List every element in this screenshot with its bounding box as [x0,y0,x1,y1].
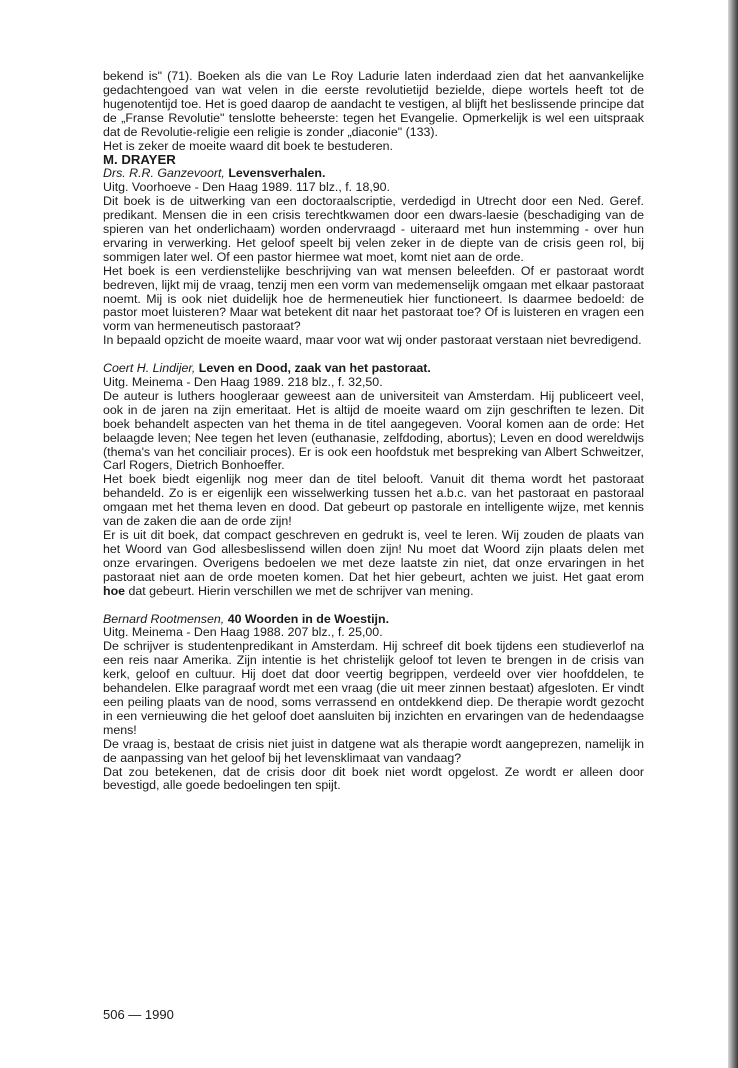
review2-title: Levensverhalen. [228,166,326,181]
review4-paragraph-3: Dat zou betekenen, dat de crisis door dit boek niet wordt opgelost. Ze wordt er alleen door bevestigd, alle goede bedoelingen ten spijt. [103,764,644,793]
review3-paragraph-3-part-c: dat gebeurt. Hierin verschillen we met de schrijver van mening. [125,583,474,598]
review2-paragraph-1: Dit boek is de uitwerking van een doctoraalscriptie, verdedigd in Utrecht door een Ned. Geref. predikant. Mensen die in een crisis terechtkwamen door een dwars-laesie (beschadiging van de spieren van het onderlichaam) worden ondervraagd - uiteraard met hun instemming - over hun ervaring in verwerking. Het geloof speelt bij velen zeker in de diepte van de crisis geen rol, bij sommigen later wel. Of een pastor hiermee wat moet, komt niet aan de orde. [103,194,644,264]
review4-heading [103,613,644,627]
review2-paragraph-3: In bepaald opzicht de moeite waard, maar voor wat wij onder pastoraat verstaan niet bevredigend. [103,333,642,348]
review4-title: 40 Woorden in de Woestijn. [227,611,390,626]
article-body [103,70,644,793]
review4-author: Bernard Rootmensen, [103,611,225,626]
review3-emphasis: hoe [103,583,126,598]
page-edge-shadow [728,0,738,1068]
page-number: 506 — 1990 [103,1007,174,1022]
review2-publication: Uitg. Voorhoeve - Den Haag 1989. 117 blz., f. 18,90. [103,180,391,195]
review3-heading [103,362,644,376]
review3-paragraph-3 [103,529,644,599]
review4-paragraph-1: De schrijver is studentenpredikant in Amsterdam. Hij schreef dit boek tijdens een studieverlof na een reis naar Amerika. Zijn intentie is het christelijk geloof tot leven te brengen in de crisis van kerk, geloof en cultuur. Hij doet dat door veertig begrippen, verdeeld over vier hoofddelen, te behandelen. Elke paragraaf wordt met een vraag (die uit meer zinnen bestaat) afgesloten. Er vindt een peiling plaats van de nood, soms verrassend en ontdekkend diep. De therapie wordt gezocht in een vernieuwing die het geloof doet aansluiten bij inzichten en ervaringen van de hedendaagse mens! [103,639,644,737]
review3-paragraph-2: Het boek biedt eigenlijk nog meer dan de titel belooft. Vanuit dit thema wordt het pastoraat behandeld. Zo is er eigenlijk een wisselwerking tussen het a.b.c. van het pastoraat en pastoraal omgaan met het thema leven en dood. Dat gebeurt op pastorale en intelligente wijze, met kennis van de zaken die aan de orde zijn! [103,472,644,529]
review3-author: Coert H. Lindijer, [103,361,196,376]
review4-paragraph-2: De vraag is, bestaat de crisis niet juist in datgene wat als therapie wordt aangeprezen, namelijk in de aanpassing van het geloof bij het levensklimaat van vandaag? [103,736,644,765]
review1-paragraph-2: Het is zeker de moeite waard dit boek te bestuderen. [103,138,393,153]
review2-paragraph-2: Het boek is een verdienstelijke beschrijving van wat mensen beleefden. Of er pastoraat wordt bedreven, lijkt mij de vraag, tenzij men een vorm van medemenselijk omgaan met elkaar pastoraat noemt. Mij is ook niet duidelijk hoe de hermeneutiek hier functioneert. Is daarmee bedoeld: de pastor moet luisteren? Maar wat betekent dit naar het pastoraat toe? Of is luisteren en vragen een vorm van hermeneutisch pastoraat? [103,263,644,334]
review2-heading [103,167,644,181]
review3-paragraph-3-part-a: Er is uit dit boek, dat compact geschreven en gedrukt is, veel te leren. Wij zouden de plaats van het Woord van God allesbeslissend willen doen zijn! Nu moet dat Woord zijn plaats delen met onze ervaringen. Overigens bedoelen we met deze laatste zin niet, dat onze ervaringen in het pastoraat niet aan de orde moeten komen. Dat het hier gebeurt, achten we juist. Het gaat erom [103,528,644,584]
review2-author: Drs. R.R. Ganzevoort, [103,166,225,181]
review4-publication: Uitg. Meinema - Den Haag 1988. 207 blz., f. 25,00. [103,625,383,640]
section-gap [103,599,644,613]
reviewer-signature: M. DRAYER [103,152,176,168]
review3-paragraph-1: De auteur is luthers hoogleraar geweest aan de universiteit van Amsterdam. Hij publiceert veel, ook in de jaren na zijn emeritaat. Het is altijd de moeite waard om zijn geschriften te lezen. Dit boek behandelt aspecten van het thema in de titel aangegeven. Vooral komen aan de orde: Het belaagde leven; Nee tegen het leven (euthanasie, zelfdoding, abortus); Leven en dood wereldwijs (thema's van het conciliair proces). Er is ook een hoofdstuk met bespreking van Albert Schweitzer, Carl Rogers, Dietrich Bonhoeffer. [103,388,644,473]
section-gap [103,348,644,362]
review3-publication: Uitg. Meinema - Den Haag 1989. 218 blz., f. 32,50. [103,375,383,390]
review3-title: Leven en Dood, zaak van het pastoraat. [198,361,431,376]
review1-paragraph-1: bekend is" (71). Boeken als die van Le Roy Ladurie laten inderdaad zien dat het aanvankelijke gedachtengoed van wat velen in die eerste revolutietijd bezielde, diepe wortels heeft tot de hugenotentijd toe. Het is goed daarop de aandacht te vestigen, al blijft het beslissende principe dat de „Franse Revolutie" tenslotte beheerste: tegen het Evangelie. Opmerkelijk is wel een uitspraak dat de Revolutie-religie een religie is zonder „diaconie" (133). [103,69,644,139]
